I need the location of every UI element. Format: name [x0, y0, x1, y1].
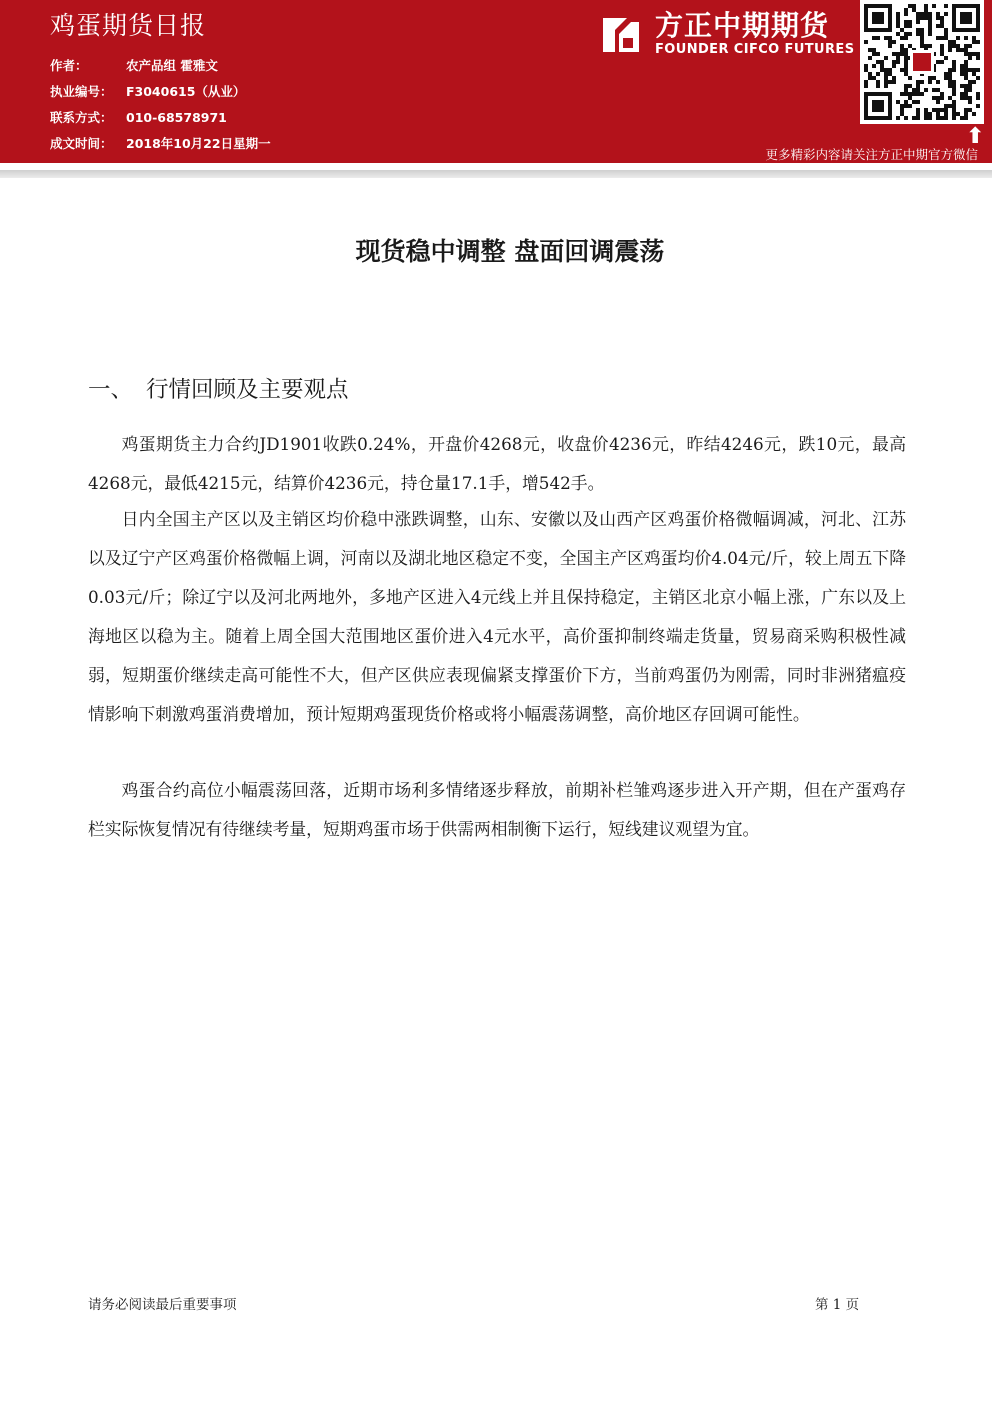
license-line	[50, 82, 245, 100]
author-line	[50, 56, 218, 74]
contact-value: 010-68578971	[126, 110, 227, 125]
wechat-qr-code	[860, 0, 984, 124]
logo-chinese-name: 方正中期期货	[655, 9, 830, 42]
follow-wechat-text: 更多精彩内容请关注方正中期官方微信	[765, 147, 978, 162]
header-divider	[0, 170, 992, 178]
paragraph-spot-analysis: 日内全国主产区以及主销区均价稳中涨跌调整，山东、安徽以及山西产区鸡蛋价格微幅调减，河北、江苏以及辽宁产区鸡蛋价格微幅上调，河南以及湖北地区稳定不变，全国主产区鸡蛋均价4.04元/斤，较上周五下降0.03元/斤；除辽宁以及河北两地外，多地产区进入4元线上并且保持稳定，主销区北京小幅上涨，广东以及上海地区以稳为主。随着上周全国大范围地区蛋价进入4元水平，高价蛋抑制终端走货量，贸易商采购积极性减弱，短期蛋价继续走高可能性不大，但产区供应表现偏紧支撑蛋价下方，当前鸡蛋仍为刚需，同时非洲猪瘟疫情影响下刺激鸡蛋消费增加，预计短期鸡蛋现货价格或将小幅震荡调整，高价地区存回调可能性。	[88, 509, 906, 724]
logo-english-name: FOUNDER CIFCO FUTURES	[655, 42, 855, 57]
contact-line	[50, 108, 227, 126]
author-value: 农产品组 霍雅文	[126, 58, 218, 73]
company-logo	[597, 6, 857, 62]
license-label: 执业编号：	[50, 84, 113, 99]
page-number: 第 1 页	[815, 1297, 860, 1313]
section-title: 行情回顾及主要观点	[146, 377, 349, 403]
paragraph-outlook: 鸡蛋合约高位小幅震荡回落，近期市场利多情绪逐步释放，前期补栏雏鸡逐步进入开产期，但在产蛋鸡存栏实际恢复情况有待继续考量，短期鸡蛋市场于供需两相制衡下运行，短线建议观望为宜。	[88, 780, 906, 839]
section-number: 一、	[88, 377, 134, 403]
footer-notice: 请务必阅读最后重要事项	[88, 1297, 237, 1313]
up-arrow-icon: ⬆	[966, 124, 985, 149]
date-value: 2018年10月22日星期一	[126, 136, 271, 151]
date-label: 成文时间：	[50, 136, 113, 151]
contact-label: 联系方式：	[50, 110, 113, 125]
founder-logo-icon	[597, 8, 645, 56]
date-line	[50, 134, 271, 152]
license-value: F3040615（从业）	[126, 84, 246, 99]
author-label: 作者：	[50, 58, 88, 73]
section-heading	[88, 372, 349, 404]
report-name: 鸡蛋期货日报	[50, 11, 207, 40]
document-title: 现货稳中调整 盘面回调震荡	[355, 237, 665, 266]
report-header	[0, 0, 992, 163]
paragraph-market-review: 鸡蛋期货主力合约JD1901收跌0.24%，开盘价4268元，收盘价4236元，昨结4246元，跌10元，最高4268元，最低4215元，结算价4236元，持仓量17.1手，增542手。	[88, 434, 906, 493]
qr-code-icon	[860, 0, 984, 124]
